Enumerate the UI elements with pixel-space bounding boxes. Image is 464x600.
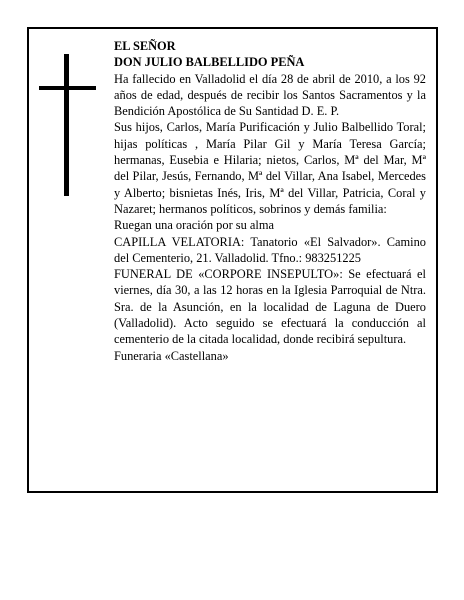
family-list: Sus hijos, Carlos, María Purificación y Julio Balbellido Toral; hijas políticas , María Pilar Gil y María Teresa García; hermanas, Eusebia e Hilaria; nietos, Carlos, Mª del Mar, Mª del Pilar, Jesús, Fernando, Mª del Villar, Ana Isabel, Mercedes y Alberto; bisnietas Inés, Iris, Mª del Villar, Patricia, Coral y Nazaret; hermanos políticos, sobrinos y demás familia: [114, 120, 426, 216]
deceased-title: EL SEÑOR [114, 39, 176, 53]
deceased-name: DON JULIO BALBELLIDO PEÑA [114, 55, 305, 70]
death-announcement: Ha fallecido en Valladolid el día 28 de abril de 2010, a los 92 años de edad, después de recibir los Santos Sacramentos y la Bendición Apostólica de Su Santidad D. E. P. [114, 71, 426, 119]
prayer-request: Ruegan una oración por su alma [114, 218, 274, 233]
cross-horizontal-bar [39, 86, 96, 90]
obituary-text [114, 38, 426, 364]
cross-vertical-bar [64, 54, 69, 196]
funeral-home: Funeraria «Castellana» [114, 348, 229, 363]
funeral-details: FUNERAL DE «CORPORE INSEPULTO»: Se efectuará el viernes, día 30, a las 12 horas en la Iglesia Parroquial de Ntra. Sra. de la Asunción, en la localidad de Laguna de Duero (Valladolid). Acto seguido se efectuará la conducción al cementerio de la citada localidad, donde recibirá sepultura. [114, 267, 426, 347]
wake-location: CAPILLA VELATORIA: Tanatorio «El Salvador». Camino del Cementerio, 21. Valladolid. Tfno.: 983251225 [114, 234, 426, 265]
